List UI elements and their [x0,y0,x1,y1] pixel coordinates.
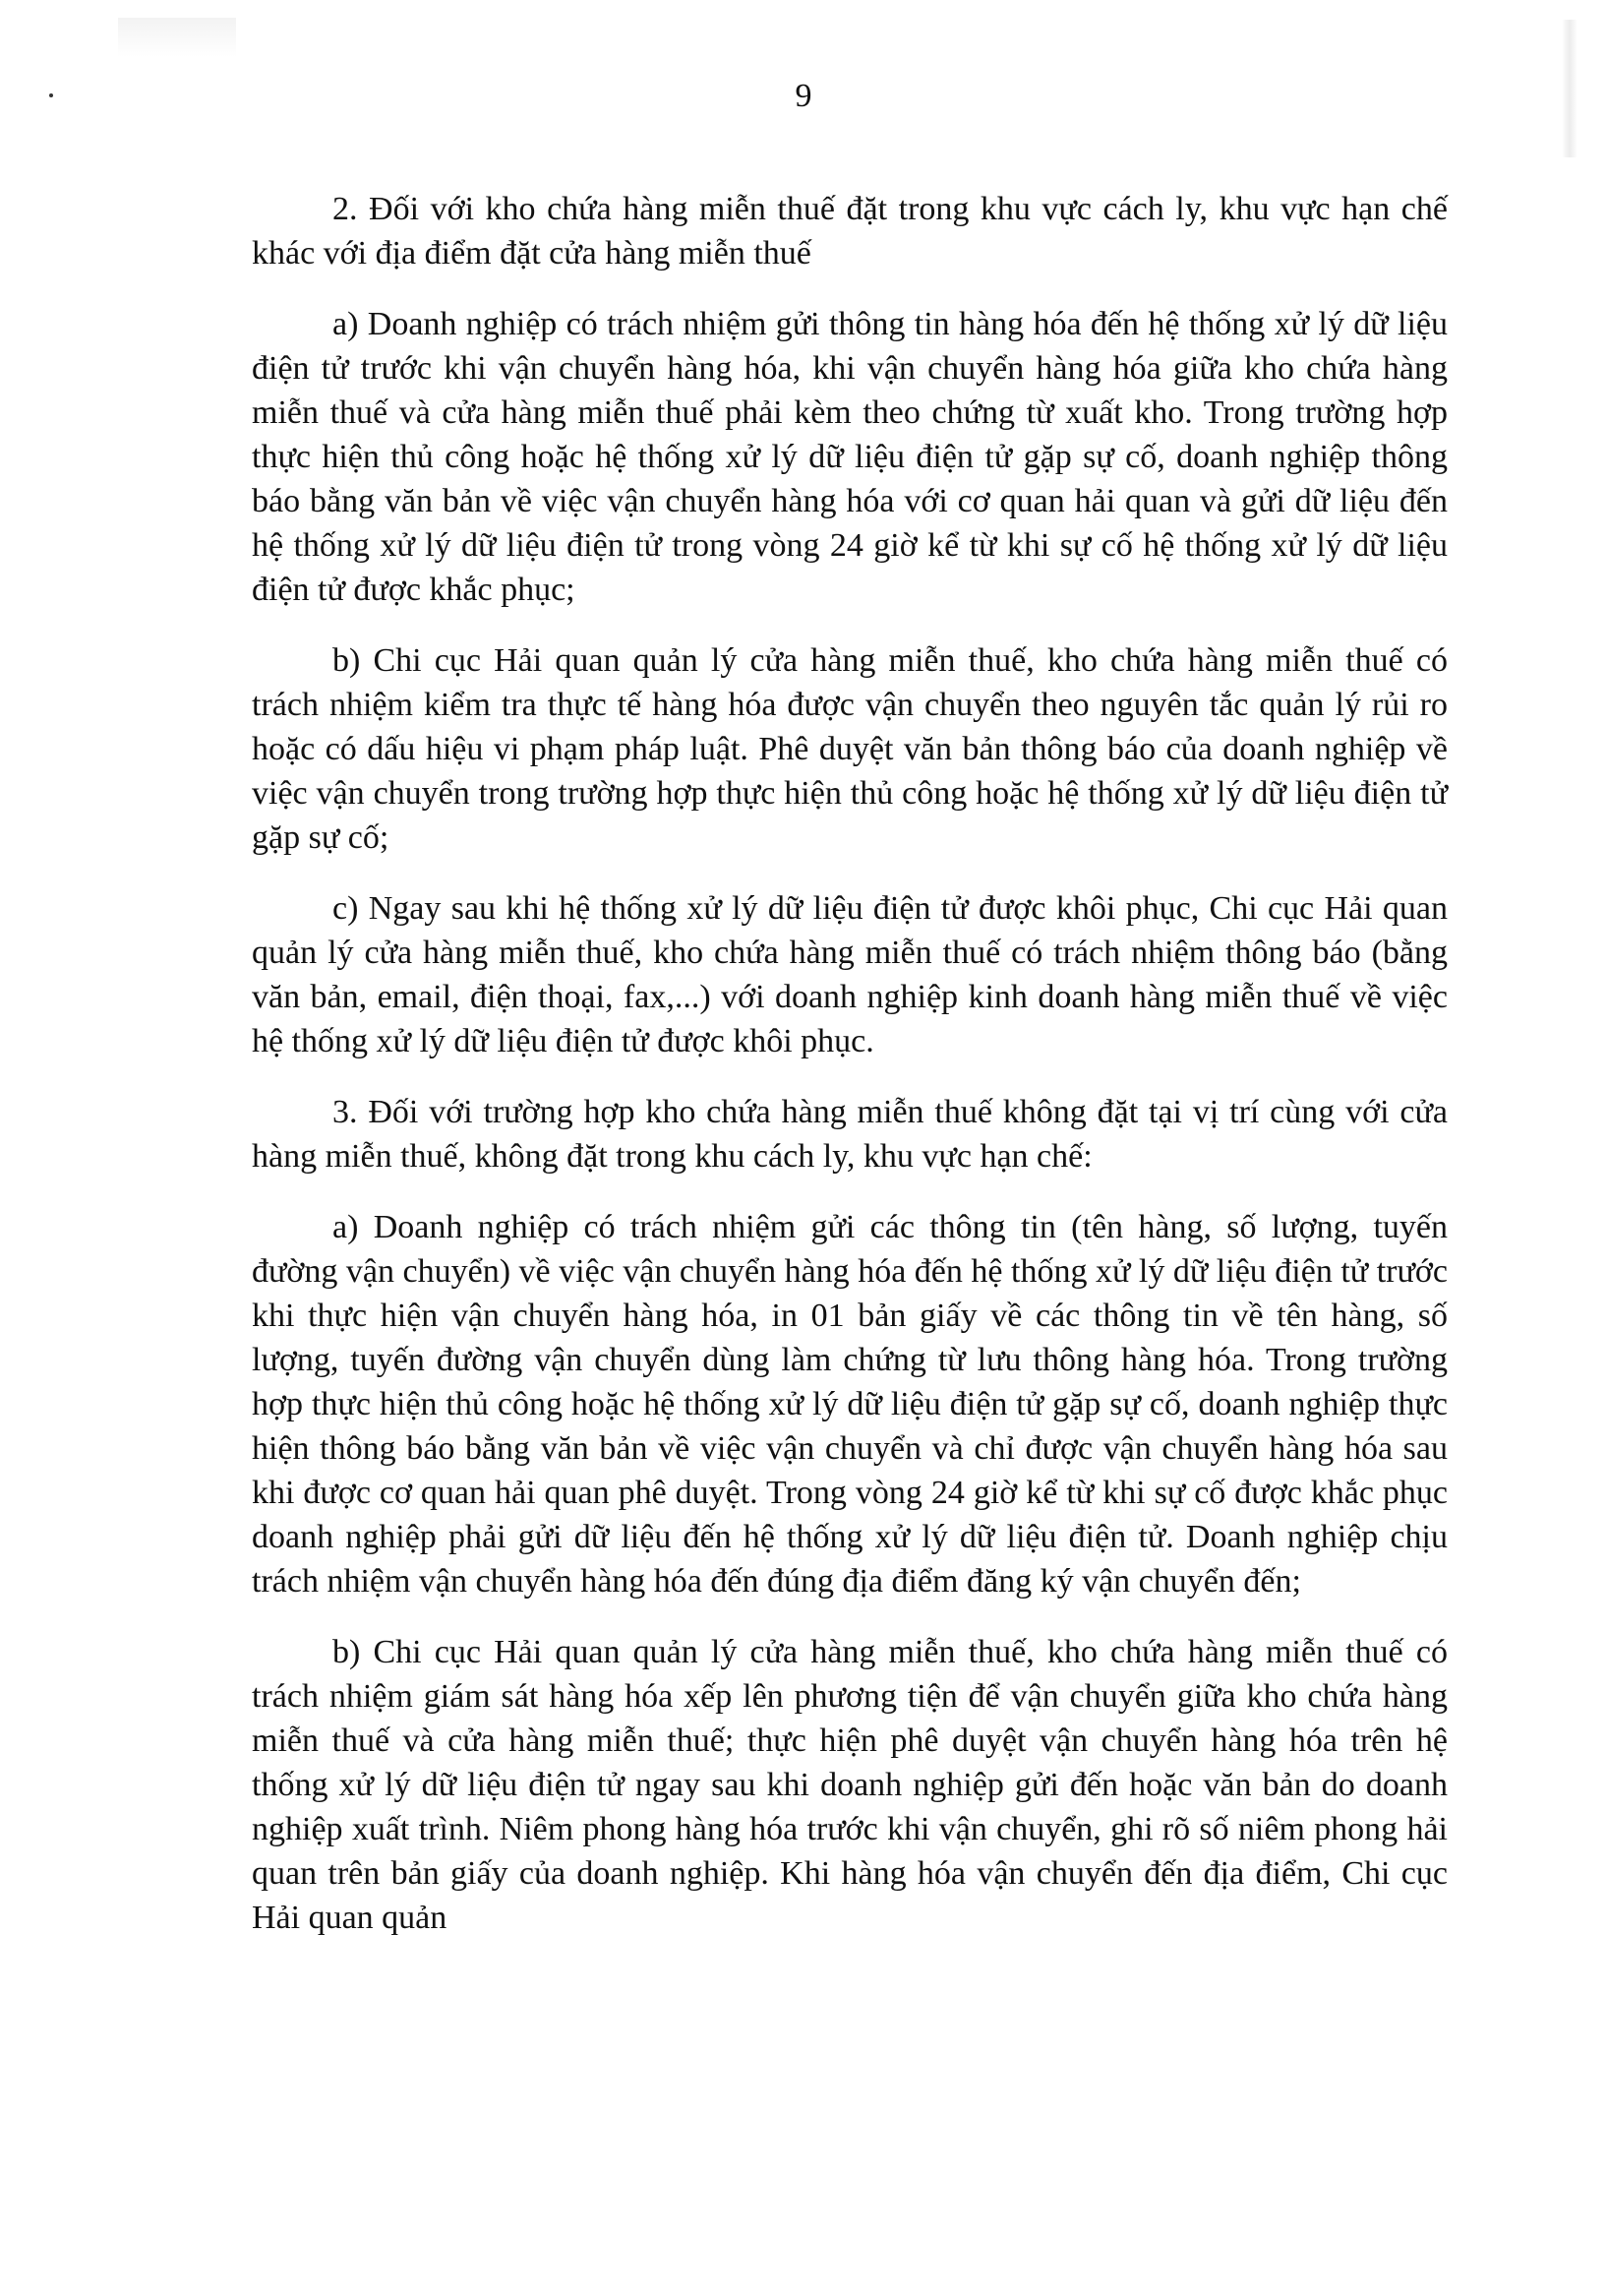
section-3-item-a: a) Doanh nghiệp có trách nhiệm gửi các thông tin (tên hàng, số lượng, tuyến đường vận chuyển) về việc vận chuyển hàng hóa đến hệ thống xử lý dữ liệu điện tử trước khi thực hiện vận chuyển hàng hóa, in 01 bản giấy về các thông tin về tên hàng, số lượng, tuyến đường vận chuyển dùng làm chứng từ lưu thông hàng hóa. Trong trường hợp thực hiện thủ công hoặc hệ thống xử lý dữ liệu điện tử gặp sự cố, doanh nghiệp thực hiện thông báo bằng văn bản về việc vận chuyển và chỉ được vận chuyển hàng hóa sau khi được cơ quan hải quan phê duyệt. Trong vòng 24 giờ kể từ khi sự cố được khắc phục doanh nghiệp phải gửi dữ liệu đến hệ thống xử lý dữ liệu điện tử. Doanh nghiệp chịu trách nhiệm vận chuyển hàng hóa đến đúng địa điểm đăng ký vận chuyển đến; [252,1209,1448,1600]
scan-artifact [118,18,236,57]
section-2-heading: 2. Đối với kho chứa hàng miễn thuế đặt trong khu vực cách ly, khu vực hạn chế khác với địa điểm đặt cửa hàng miễn thuế [252,191,1448,272]
section-2-item-a: a) Doanh nghiệp có trách nhiệm gửi thông tin hàng hóa đến hệ thống xử lý dữ liệu điện tử trước khi vận chuyển hàng hóa, khi vận chuyển hàng hóa giữa kho chứa hàng miễn thuế và cửa hàng miễn thuế phải kèm theo chứng từ xuất kho. Trong trường hợp thực hiện thủ công hoặc hệ thống xử lý dữ liệu điện tử gặp sự cố, doanh nghiệp thông báo bằng văn bản về việc vận chuyển hàng hóa với cơ quan hải quan và gửi dữ liệu đến hệ thống xử lý dữ liệu điện tử trong vòng 24 giờ kể từ khi sự cố hệ thống xử lý dữ liệu điện tử được khắc phục; [252,306,1448,608]
page-number: 9 [795,78,812,114]
section-2-item-b: b) Chi cục Hải quan quản lý cửa hàng miễn thuế, kho chứa hàng miễn thuế có trách nhiệm kiểm tra thực tế hàng hóa được vận chuyển theo nguyên tắc quản lý rủi ro hoặc có dấu hiệu vi phạm pháp luật. Phê duyệt văn bản thông báo của doanh nghiệp về việc vận chuyển trong trường hợp thực hiện thủ công hoặc hệ thống xử lý dữ liệu điện tử gặp sự cố; [252,642,1448,856]
section-3-heading: 3. Đối với trường hợp kho chứa hàng miễn thuế không đặt tại vị trí cùng với cửa hàng miễn thuế, không đặt trong khu cách ly, khu vực hạn chế: [252,1094,1448,1175]
document-body [252,187,1448,1966]
section-2-item-c: c) Ngay sau khi hệ thống xử lý dữ liệu điện tử được khôi phục, Chi cục Hải quan quản lý cửa hàng miễn thuế, kho chứa hàng miễn thuế có trách nhiệm thông báo (bằng văn bản, email, điện thoại, fax,...) với doanh nghiệp kinh doanh hàng miễn thuế về việc hệ thống xử lý dữ liệu điện tử được khôi phục. [252,890,1448,1059]
section-3-item-b: b) Chi cục Hải quan quản lý cửa hàng miễn thuế, kho chứa hàng miễn thuế có trách nhiệm giám sát hàng hóa xếp lên phương tiện để vận chuyển giữa kho chứa hàng miễn thuế và cửa hàng miễn thuế; thực hiện phê duyệt vận chuyển hàng hóa trên hệ thống xử lý dữ liệu điện tử ngay sau khi doanh nghiệp gửi đến hoặc văn bản do doanh nghiệp xuất trình. Niêm phong hàng hóa trước khi vận chuyển, ghi rõ số niêm phong hải quan trên bản giấy của doanh nghiệp. Khi hàng hóa vận chuyển đến địa điểm, Chi cục Hải quan quản [252,1634,1448,1936]
